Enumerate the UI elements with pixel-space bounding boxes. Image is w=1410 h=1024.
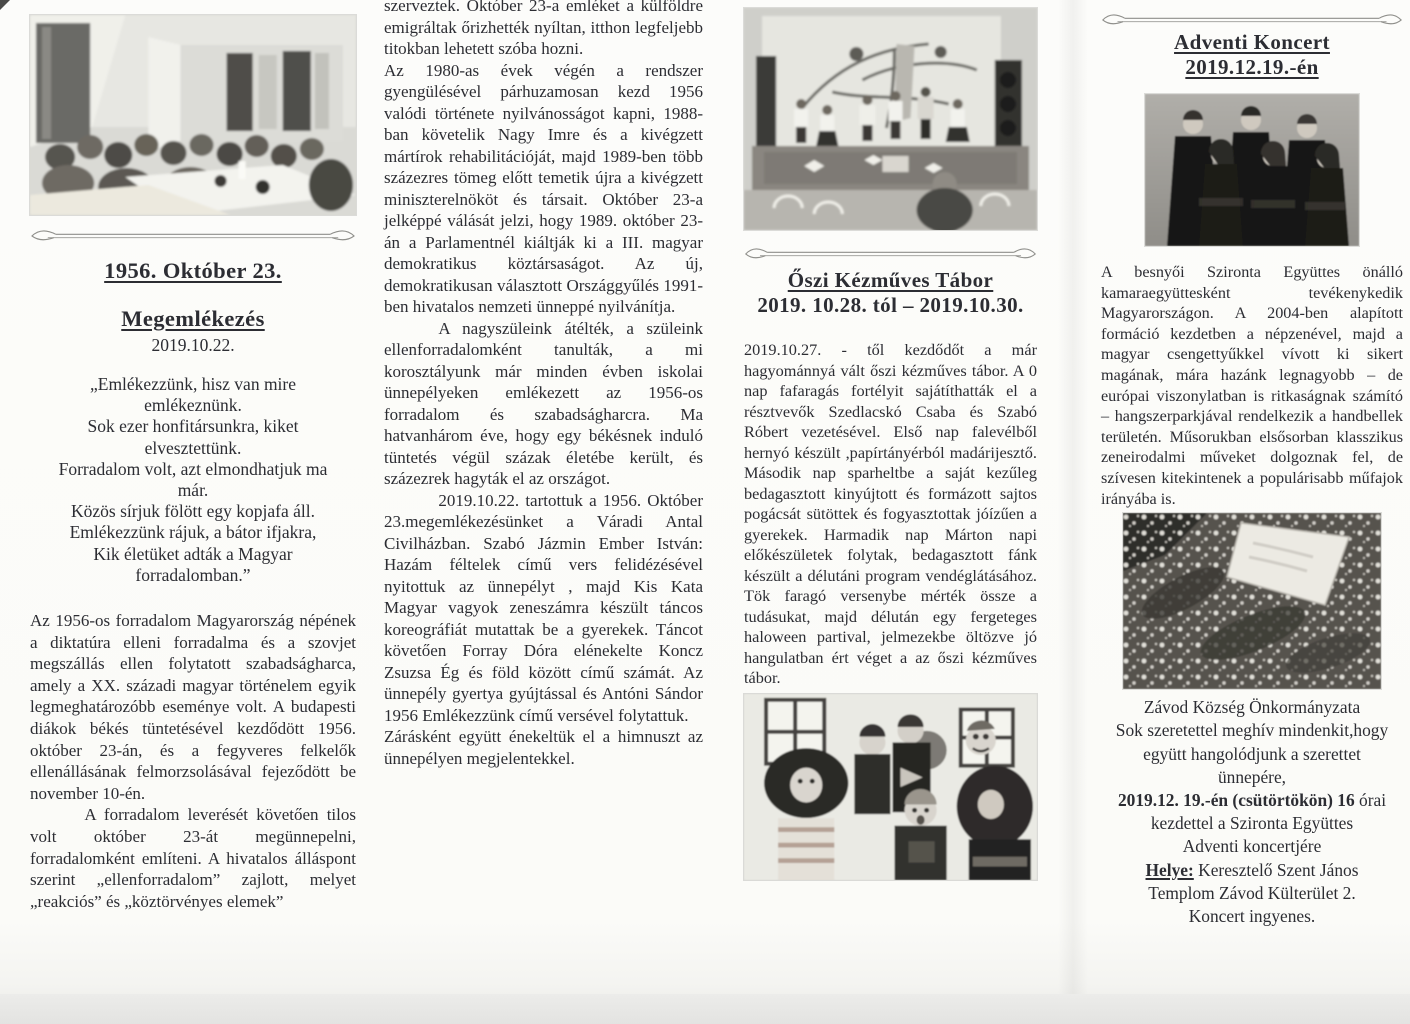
poem-line: emlékeznünk.: [144, 395, 242, 416]
ornament-divider: [744, 246, 1037, 262]
invite-line-venue: [1101, 859, 1403, 882]
invite-datetime-bold: 2019.12. 19.-én (csütörtökön) 16: [1117, 789, 1355, 810]
stage-performance-photo: [744, 8, 1037, 230]
memorial-paragraph-1: Az 1956-os forradalom Magyarország népének a diktatúra elleni forradalma és a szovjet megszállás ellen folytatott szabadságharca, amely a XX. századi magyar történelem egyik legmeghatározóbb eseménye volt. A budapesti diákok békés tüntetésével kezdődött 1956. október 23-án, és a fegyveres felkelők ellenállásának felmorzsolásával fejeződött be november 10-én.: [30, 611, 356, 803]
venue-label: Helye:: [1145, 859, 1194, 880]
memorial-lunch-photo: [30, 15, 356, 215]
poem-line: Kik életüket adták a Magyar: [93, 543, 293, 564]
venue-rest: Keresztelő Szent János: [1193, 859, 1359, 880]
ensemble-paragraph: A besnyői Szironta Együttes önálló kamaraegyüttesként tevékenykedik Magyarországon. A 2004-ben alapított formáció kezdetben a népzenével, majd a magyar csengettyűkkel vívott ki sikert magának, mára hazánk legnagyobb – de európai viszonylatban is ritkaságnak számító – hangszerparkjával rendelkezik a handbellek területén. Műsorukban elsősorban klasszikus zeneirodalmi műveket dolgoznak fel, de szívesen kitekintenek a populárisabb műfajok irányába is.: [1101, 263, 1403, 508]
invite-line: együtt hangolódjunk a szerettet: [1143, 743, 1361, 764]
continued-paragraph-2: Az 1980-as évek végén a rendszer gyengülésével párhuzamosan kezd 1956 valódi története nyilvánosságot kapni, 1988-ban követelik Nagy Imre és a kivégzett mártírok rehabilitációját, majd 1989-ben több százezres tömeg előtt temetik újra a kivégzett miniszterelnököt és társait. Október 23-a jelképpé válását jelzi, hogy 1989. október 23-án a Parlamentnél kiáltják ki a III. magyar demokratikus köztársaságot. Az új, demokratikusan választott Országgyűlés 1991-ben hivatalos nemzeti ünneppé nyilvánítja.: [384, 60, 703, 316]
panel-memorial: [30, 0, 356, 912]
poem-line: Közös sírjuk fölött egy kopjafa áll.: [71, 501, 315, 522]
article-title: Megemlékezés: [121, 306, 265, 331]
poem-line: forradalomban.”: [135, 564, 251, 585]
handbells-photo: [1123, 513, 1381, 689]
concert-date: 2019.12.19.-én: [1185, 55, 1319, 79]
poem-line: „Emlékezzünk, hisz van mire: [89, 374, 297, 394]
concert-title: Adventi Koncert: [1174, 30, 1330, 54]
scan-corner-artifact: [0, 0, 10, 10]
event-date: 2019.10.22.: [151, 335, 235, 355]
page-fold-shadow: [1058, 0, 1088, 995]
poem-line: Forradalom volt, azt elmondhatjuk ma: [58, 458, 328, 479]
halloween-children-photo: [744, 694, 1037, 880]
panel-memorial-continued: [384, 0, 703, 769]
invite-line-datetime: [1101, 789, 1403, 812]
camp-date-range: 2019. 10.28. tól – 2019.10.30.: [757, 293, 1024, 317]
invite-line: Závod Község Önkormányzata: [1143, 697, 1361, 718]
invitation-block: [1101, 696, 1403, 928]
invite-line: Templom Závod Külterület 2.: [1148, 882, 1356, 903]
invite-line: Adventi koncertjére: [1182, 836, 1322, 857]
poem-line: már.: [177, 480, 209, 501]
continued-paragraph-1: szerveztek. Október 23-a emléket a külföldre emigráltak őrizhették nyíltan, itthon legfeljebb titokban lehetett szóba hozni.: [384, 0, 703, 58]
invite-line: Sok szeretettel meghív mindenkit,hogy: [1115, 720, 1389, 741]
invite-line: kezdettel a Szironta Együttes: [1150, 813, 1354, 834]
camp-paragraph: 2019.10.27. - től kezdődőt a már hagyománnyá vált őszi kézműves tábor. A 0 nap fafaragás fortélyit sajátíthatták el a résztvevők Szedlacskó Csaba és Szabó Róbert vezetésével. Első nap falevélből hernyó készült ,papírtányérból madárijesztő. Második nap sparheltbe a saját kezűleg bedagasztott kinyújtott és formázott sajtos pogácsát sütöttek és fogyasztottak jóízűen a gyerekek. Harmadik nap Márton napi előkészületek folytak, bedagasztott fánk készült a délutáni program vendéglátásához. Tök faragó versenybe mérték össze a tudásukat, majd délután egy fergeteges haloween partival, jelmezekbe öltözve jó hangulatban ért véget a az őszi kézműves tábor.: [744, 340, 1037, 687]
panel-craft-camp: [744, 0, 1037, 880]
camp-title: Őszi Kézműves Tábor: [787, 268, 994, 292]
scan-edge-band: [0, 994, 1410, 1024]
ensemble-group-photo: [1145, 94, 1359, 246]
ornament-divider: [1101, 12, 1403, 28]
continued-paragraph-4: 2019.10.22. tartottuk a 1956. Október 23.megemlékezésünket a Váradi Antal Civilházban. Szabó Jázmin Ember István: Hazám féltelek című vers felidézésével nyitottuk az ünnepélyt , majd Kis Kata Magyar vagyok zeneszámra készült táncos koreográfiát mutattak be a gyerekek. Táncot követően Forray Dóra elénekelte Koncz Zsuzsa Ég és föld között című számát. Az ünnepély gyertya gyújtással és Antóni Sándor 1956 Emlékezzünk című versével folytattuk.: [384, 490, 703, 725]
continued-paragraph-5: Zárásként együtt énekeltük el a himnuszt az ünnepélyen megjelentekkel.: [384, 727, 703, 768]
panel-advent-concert: [1101, 0, 1403, 928]
article-title-date: 1956. Október 23.: [104, 258, 282, 283]
continued-paragraph-3: A nagyszüleink átélték, a szüleink ellenforradalomként tanulták, a mi korosztályunk már minden évben iskolai ünnepélyeken emlékezett az 1956-os forradalom és szabadságharcra. Ma hatvanhárom éve, hogy egy békésnek induló tüntetés végül százak életébe került, és százezrek hagyták el az országot.: [384, 318, 703, 488]
invite-line: ünnepére,: [1217, 766, 1287, 787]
memorial-paragraph-2: A forradalom leverését követően tilos volt október 23-át megünnepelni, forradalomként említeni. A hivatalos álláspont szerint „ellenforradalom” zajlott, melyet „reakciós” és „köztörvényes elemek”: [30, 805, 356, 911]
poem-line: Sok ezer honfitársunkra, kiket: [87, 416, 299, 437]
invite-line: Koncert ingyenes.: [1188, 905, 1316, 926]
invite-datetime-rest: órai: [1354, 789, 1387, 810]
memorial-poem: [30, 374, 356, 586]
poem-line: elvesztettünk.: [144, 437, 242, 458]
ornament-divider: [30, 228, 356, 244]
poem-line: Emlékezzünk rájuk, a bátor ifjakra,: [69, 522, 317, 543]
